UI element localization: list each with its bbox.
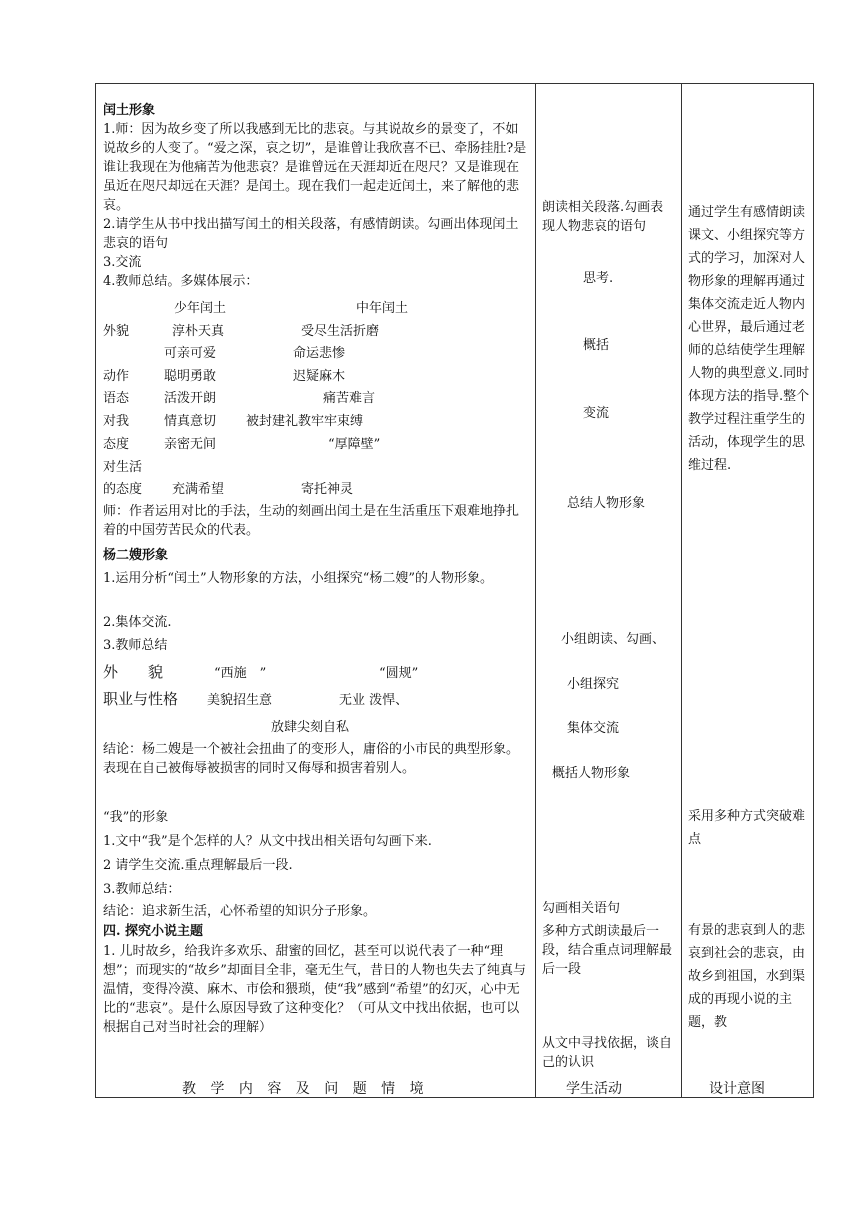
student-activity-1: 朗读相关段落.勾画表现人物悲哀的语句 [542,200,664,234]
student-activity-9: 概括人物形象 [552,766,631,781]
student-activity-10: 勾画相关语句 [542,901,621,916]
runtu-paragraph-1: 1.师：因为故乡变了所以我感到无比的悲哀。与其说故乡的景变了，不如说故乡的人变了。“爱之深，哀之切”，是谁曾让我欣喜不已、牵肠挂肚?是谁让我现在为他痛苦为他悲哀？是谁曾远在天涯却近在咫尺？又是谁现在虽近在咫尺却远在天涯？是闰土。现在我们一起走近闰土，来了解他的悲哀。 [103,122,527,213]
comparison-young-value: 聪明勇敢 [164,369,217,384]
column-divider-2 [681,84,682,1097]
student-activity-7: 小组探究 [567,677,620,692]
me-paragraph-1: 1.文中“我”是个怎样的人？从文中找出相关语句勾画下来. [103,834,432,849]
yang-conclusion: 结论：杨二嫂是一个被社会扭曲了的变形人，庸俗的小市民的典型形象。表现在自己被侮辱被损害的同时又侮辱和损害着别人。 [103,742,520,776]
yang-job-label: 职业与性格 [103,690,179,708]
comparison-label: 外貌 [103,324,130,339]
yang-appearance-b: “圆规” [379,666,419,681]
comparison-label: 对我 [103,414,130,429]
student-activity-2: 思考. [583,271,614,286]
me-conclusion: 结论：追求新生活，心怀希望的知识分子形象。 [103,904,377,919]
student-activity-5: 总结人物形象 [567,496,646,511]
comparison-young-value: 淳朴天真 [172,324,225,339]
comparison-young-value: 情真意切 [164,414,217,429]
comparison-young-header: 少年闰土 [174,301,227,316]
design-intent-2: 采用多种方式突破难点 [688,809,806,847]
design-intent-3: 有景的悲哀到人的悲哀到社会的悲哀，由故乡到祖国，水到渠成的再现小说的主题，教 [688,923,806,1030]
comparison-middle-value: 命运悲惨 [293,346,346,361]
comparison-middle-value: 受尽生活折磨 [301,324,380,339]
student-activity-4: 变流 [583,406,610,421]
column-divider-1 [535,84,536,1097]
column-label-student: 学生活动 [566,1081,622,1097]
runtu-teacher-note: 师：作者运用对比的手法，生动的刻画出闰土是在生活重压下艰难地挣扎着的中国劳苦民众的代表。 [103,504,520,538]
comparison-label: 语态 [103,391,130,406]
column-label-content: 教 学 内 容 及 问 题 情 境 [182,1081,429,1097]
comparison-middle-value: 迟疑麻木 [293,369,346,384]
yang-paragraph-1: 1.运用分析“闰土”人物形象的方法，小组探究“杨二嫂”的人物形象。 [103,571,493,586]
runtu-paragraph-2: 2.请学生从书中找出描写闰土的相关段落，有感情朗读。勾画出体现闰土悲哀的语句 [103,217,519,251]
me-heading: “我”的形象 [103,810,169,825]
comparison-middle-value: “厚障壁” [328,437,381,452]
yang-paragraph-3: 3.教师总结 [103,638,168,653]
runtu-heading: 闰土形象 [103,103,156,118]
comparison-label: 的态度 [103,482,143,497]
comparison-young-value: 充满希望 [172,482,225,497]
yang-job-b: 无业 泼悍、 [339,693,409,708]
column-label-design: 设计意图 [709,1081,765,1097]
comparison-label: 对生活 [103,460,143,475]
student-activity-11: 多种方式朗读最后一段，结合重点词理解最后一段 [542,924,673,977]
student-activity-12: 从文中寻找依据，谈自己的认识 [542,1036,673,1070]
comparison-middle-value: 痛苦难言 [323,391,376,406]
yang-appearance-a: “西施 ” [214,666,267,681]
yang-heading: 杨二嫂形象 [103,548,169,563]
theme-heading: 四. 探究小说主题 [103,924,204,939]
comparison-middle-header: 中年闰土 [356,301,409,316]
yang-appearance-label: 外 貌 [103,663,164,681]
me-paragraph-2: 2 请学生交流.重点理解最后一段. [103,858,293,873]
comparison-middle-value: 寄托神灵 [301,482,354,497]
runtu-paragraph-4: 4.教师总结。多媒体展示： [103,274,259,289]
theme-paragraph-1: 1. 儿时故乡，给我许多欢乐、甜蜜的回忆，甚至可以说代表了一种“理想”；而现实的“故乡”却面目全非，毫无生气，昔日的人物也失去了纯真与温情，变得冷漠、麻木、市侩和猥琐，使“我”感到“希望”的幻灭，心中无比的“悲哀”。是什么原因导致了这种变化？（可从文中找出依据，也可以根据自己对当时社会的理解） [103,944,526,1035]
runtu-paragraph-3: 3.交流 [103,255,142,270]
comparison-label: 态度 [103,437,130,452]
design-intent-1: 通过学生有感情朗读课文、小组探究等方式的学习，加深对人物形象的理解再通过集体交流走近人物内心世界，最后通过老师的总结使学生理解人物的典型意义.同时体现方法的指导.整个教学过程注重学生的活动，体现学生的思维过程. [688,205,810,473]
lesson-table [95,83,814,1098]
comparison-young-value: 亲密无间 [164,437,217,452]
student-activity-3: 概括 [583,338,610,353]
comparison-middle-value: 被封建礼教牢牢束缚 [246,414,364,429]
me-paragraph-3: 3.教师总结： [103,882,181,897]
student-activity-6: 小组朗读、勾画、 [561,632,666,647]
yang-job-c: 放肆尖刻自私 [271,720,350,735]
comparison-label: 动作 [103,369,130,384]
comparison-young-value: 活泼开朗 [164,391,217,406]
yang-job-a: 美貌招生意 [207,693,273,708]
student-activity-8: 集体交流 [567,721,620,736]
yang-paragraph-2: 2.集体交流. [103,615,172,630]
comparison-young-value: 可亲可爱 [164,346,217,361]
